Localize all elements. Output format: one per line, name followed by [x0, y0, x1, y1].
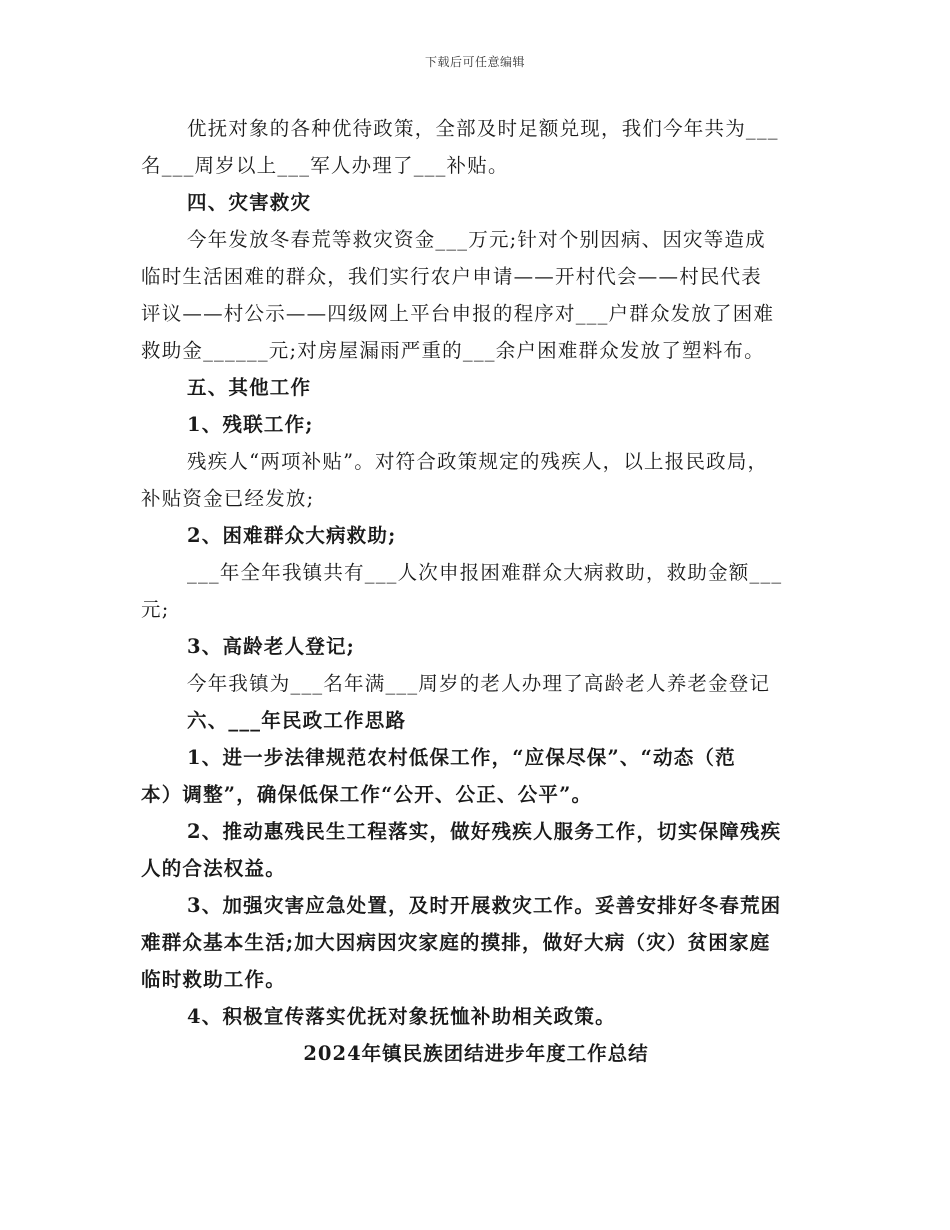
plan-item-1-line-2: 本）调整”，确保低保工作“公开、公正、公平”。 [141, 783, 593, 806]
plan-item-1-line-1: 1、进一步法律规范农村低保工作，“应保尽保”、“动态（范 [187, 746, 736, 769]
subheading-disabled-federation: 1、残联工作; [187, 413, 314, 436]
plan-item-3-line-3: 临时救助工作。 [141, 968, 286, 991]
section-heading-disaster-relief: 四、灾害救灾 [187, 191, 312, 214]
section-heading-other-work: 五、其他工作 [187, 376, 312, 399]
paragraph-line-2: 名___周岁以上___军人办理了___补贴。 [141, 154, 509, 177]
paragraph-line-6: 评议——村公示——四级网上平台申报的程序对___户群众发放了困难 [141, 302, 775, 325]
section-heading-work-plan: 六、___年民政工作思路 [187, 709, 407, 732]
subheading-illness-aid: 2、困难群众大病救助; [187, 524, 397, 547]
plan-item-4: 4、积极宣传落实优抚对象抚恤补助相关政策。 [187, 1005, 616, 1028]
plan-item-3-line-1: 3、加强灾害应急处置，及时开展救灾工作。妥善安排好冬春荒困 [187, 894, 782, 917]
paragraph-line-4: 今年发放冬春荒等救灾资金___万元;针对个别因病、因灾等造成 [187, 228, 766, 251]
document-body [141, 110, 811, 1072]
next-document-title: 2024年镇民族团结进步年度工作总结 [303, 1042, 649, 1065]
plan-item-2-line-2: 人的合法权益。 [141, 857, 286, 880]
page-header-note: 下载后可任意编辑 [424, 55, 525, 69]
paragraph-line-5: 临时生活困难的群众，我们实行农户申请——开村代会——村民代表 [141, 265, 763, 288]
plan-item-3-line-2: 难群众基本生活;加大因病因灾家庭的摸排，做好大病（灾）贫困家庭 [141, 931, 771, 954]
paragraph-line-14: 元; [141, 598, 170, 621]
subheading-elderly-registration: 3、高龄老人登记; [187, 635, 356, 658]
paragraph-line-10: 残疾人“两项补贴”。对符合政策规定的残疾人，以上报民政局， [187, 450, 769, 473]
paragraph-line-1: 优抚对象的各种优待政策，全部及时足额兑现，我们今年共为___ [187, 117, 779, 140]
plan-item-2-line-1: 2、推动惠残民生工程落实，做好残疾人服务工作，切实保障残疾 [187, 820, 782, 843]
paragraph-line-11: 补贴资金已经发放; [141, 487, 315, 510]
paragraph-line-13: ___年全年我镇共有___人次申报困难群众大病救助，救助金额___ [187, 561, 783, 584]
paragraph-line-16: 今年我镇为___名年满___周岁的老人办理了高龄老人养老金登记 [187, 672, 771, 695]
paragraph-line-7: 救助金______元;对房屋漏雨严重的___余户困难群众发放了塑料布。 [141, 339, 765, 362]
